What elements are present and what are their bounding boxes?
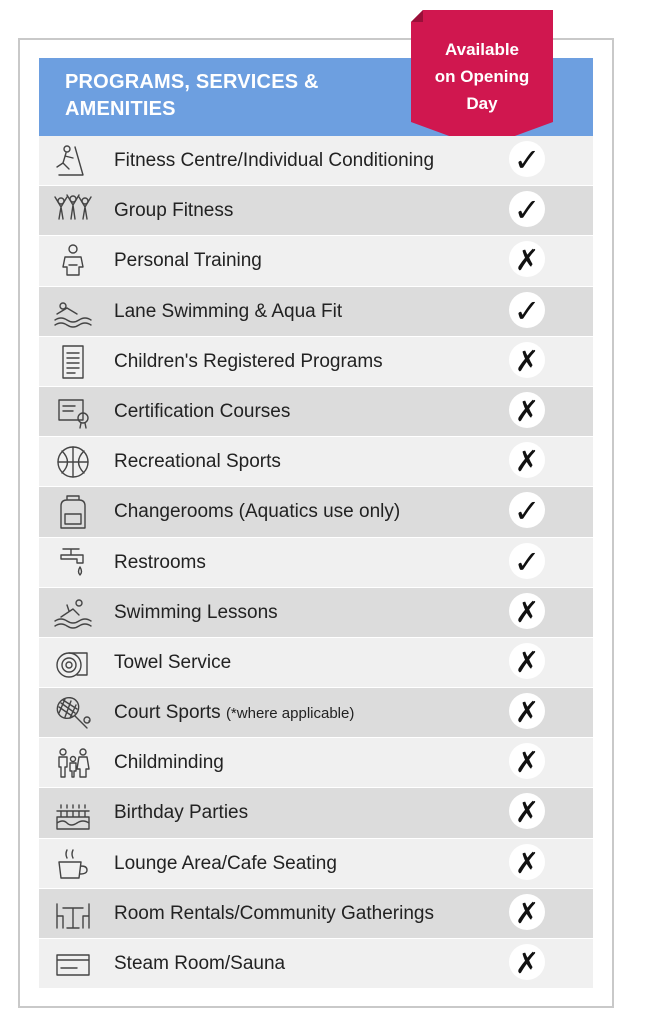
list-item	[39, 688, 593, 738]
cross-icon: ✗	[509, 593, 545, 629]
table-chairs-icon	[53, 896, 93, 932]
item-label-text: Restrooms	[114, 551, 206, 573]
item-label-note: (*where applicable)	[225, 705, 355, 723]
item-label-text: Lounge Area/Cafe Seating	[114, 852, 337, 874]
item-label-text: Birthday Parties	[114, 802, 249, 824]
item-label	[114, 788, 248, 838]
cross-icon: ✗	[509, 793, 545, 829]
list-item	[39, 889, 593, 939]
faucet-icon	[53, 545, 93, 581]
swimming-lesson-icon	[53, 595, 93, 631]
checkmark-icon: ✓	[509, 543, 545, 579]
item-label	[114, 738, 224, 788]
item-label	[114, 186, 233, 236]
header-title-line1: PROGRAMS, SERVICES &	[65, 71, 319, 93]
list-item	[39, 638, 593, 688]
header-title	[65, 69, 395, 123]
birthday-cake-icon	[53, 795, 93, 831]
cross-icon: ✗	[509, 743, 545, 779]
document-icon	[53, 344, 93, 380]
cross-icon: ✗	[509, 643, 545, 679]
cross-icon: ✗	[509, 944, 545, 980]
item-label-text: Childminding	[114, 752, 224, 774]
cross-icon: ✗	[509, 894, 545, 930]
sauna-icon	[53, 946, 93, 982]
checkmark-icon: ✓	[509, 492, 545, 528]
list-item	[39, 839, 593, 889]
item-label	[114, 437, 281, 487]
list-item	[39, 287, 593, 337]
item-label	[114, 688, 354, 738]
list-item	[39, 738, 593, 788]
cross-icon: ✗	[509, 442, 545, 478]
personal-trainer-icon	[53, 243, 93, 279]
item-label-text: Certification Courses	[114, 400, 291, 422]
item-label	[114, 889, 434, 939]
list-item	[39, 939, 593, 989]
list-item	[39, 588, 593, 638]
checkmark-icon: ✓	[509, 141, 545, 177]
certificate-icon	[53, 394, 93, 430]
basketball-icon	[53, 444, 93, 480]
list-item	[39, 236, 593, 286]
item-label-text: Lane Swimming & Aqua Fit	[114, 300, 343, 322]
item-label	[114, 638, 231, 688]
ribbon-line1: Available	[444, 40, 520, 59]
cross-icon: ✗	[509, 693, 545, 729]
list-item	[39, 487, 593, 537]
availability-ribbon	[411, 10, 553, 150]
item-label	[114, 287, 342, 337]
backpack-icon	[53, 494, 93, 530]
item-label-text: Changerooms (Aquatics use only)	[114, 501, 401, 523]
list-item	[39, 788, 593, 838]
item-label	[114, 337, 383, 387]
checkmark-icon: ✓	[509, 292, 545, 328]
list-item	[39, 136, 593, 186]
checkmark-icon: ✓	[509, 191, 545, 227]
swimmer-icon	[53, 294, 93, 330]
item-label	[114, 939, 285, 989]
amenities-list	[39, 136, 593, 989]
item-label-text: Recreational Sports	[114, 451, 281, 473]
cross-icon: ✗	[509, 392, 545, 428]
item-label	[114, 236, 262, 286]
item-label-text: Steam Room/Sauna	[114, 953, 286, 974]
coffee-cup-icon	[53, 846, 93, 882]
header-title-line2: AMENITIES	[65, 98, 176, 120]
item-label-text: Towel Service	[114, 651, 232, 673]
item-label	[114, 839, 337, 889]
item-label-text: Swimming Lessons	[114, 601, 278, 623]
item-label-text: Personal Training	[114, 250, 262, 272]
cross-icon: ✗	[509, 241, 545, 277]
list-item	[39, 387, 593, 437]
cross-icon: ✗	[509, 342, 545, 378]
item-label	[114, 538, 206, 588]
item-label	[114, 487, 400, 537]
list-item	[39, 437, 593, 487]
ribbon-line3: Day	[466, 94, 498, 113]
item-label-text: Children's Registered Programs	[114, 350, 383, 372]
item-label-text: Fitness Centre/Individual Conditioning	[114, 150, 435, 171]
item-label	[114, 588, 278, 638]
item-label-text: Court Sports	[114, 702, 226, 724]
list-item	[39, 337, 593, 387]
ribbon-line2: on Opening	[434, 67, 530, 86]
tennis-racket-icon	[53, 695, 93, 731]
item-label-text: Room Rentals/Community Gatherings	[114, 902, 434, 924]
list-item	[39, 538, 593, 588]
family-icon	[53, 745, 93, 781]
treadmill-icon	[53, 143, 93, 179]
item-label	[114, 387, 290, 437]
towel-icon	[53, 645, 93, 681]
cross-icon: ✗	[509, 844, 545, 880]
ribbon-text	[411, 36, 553, 117]
group-fitness-icon	[53, 193, 93, 229]
item-label-text: Group Fitness	[114, 200, 234, 222]
item-label	[114, 136, 434, 186]
list-item	[39, 186, 593, 236]
